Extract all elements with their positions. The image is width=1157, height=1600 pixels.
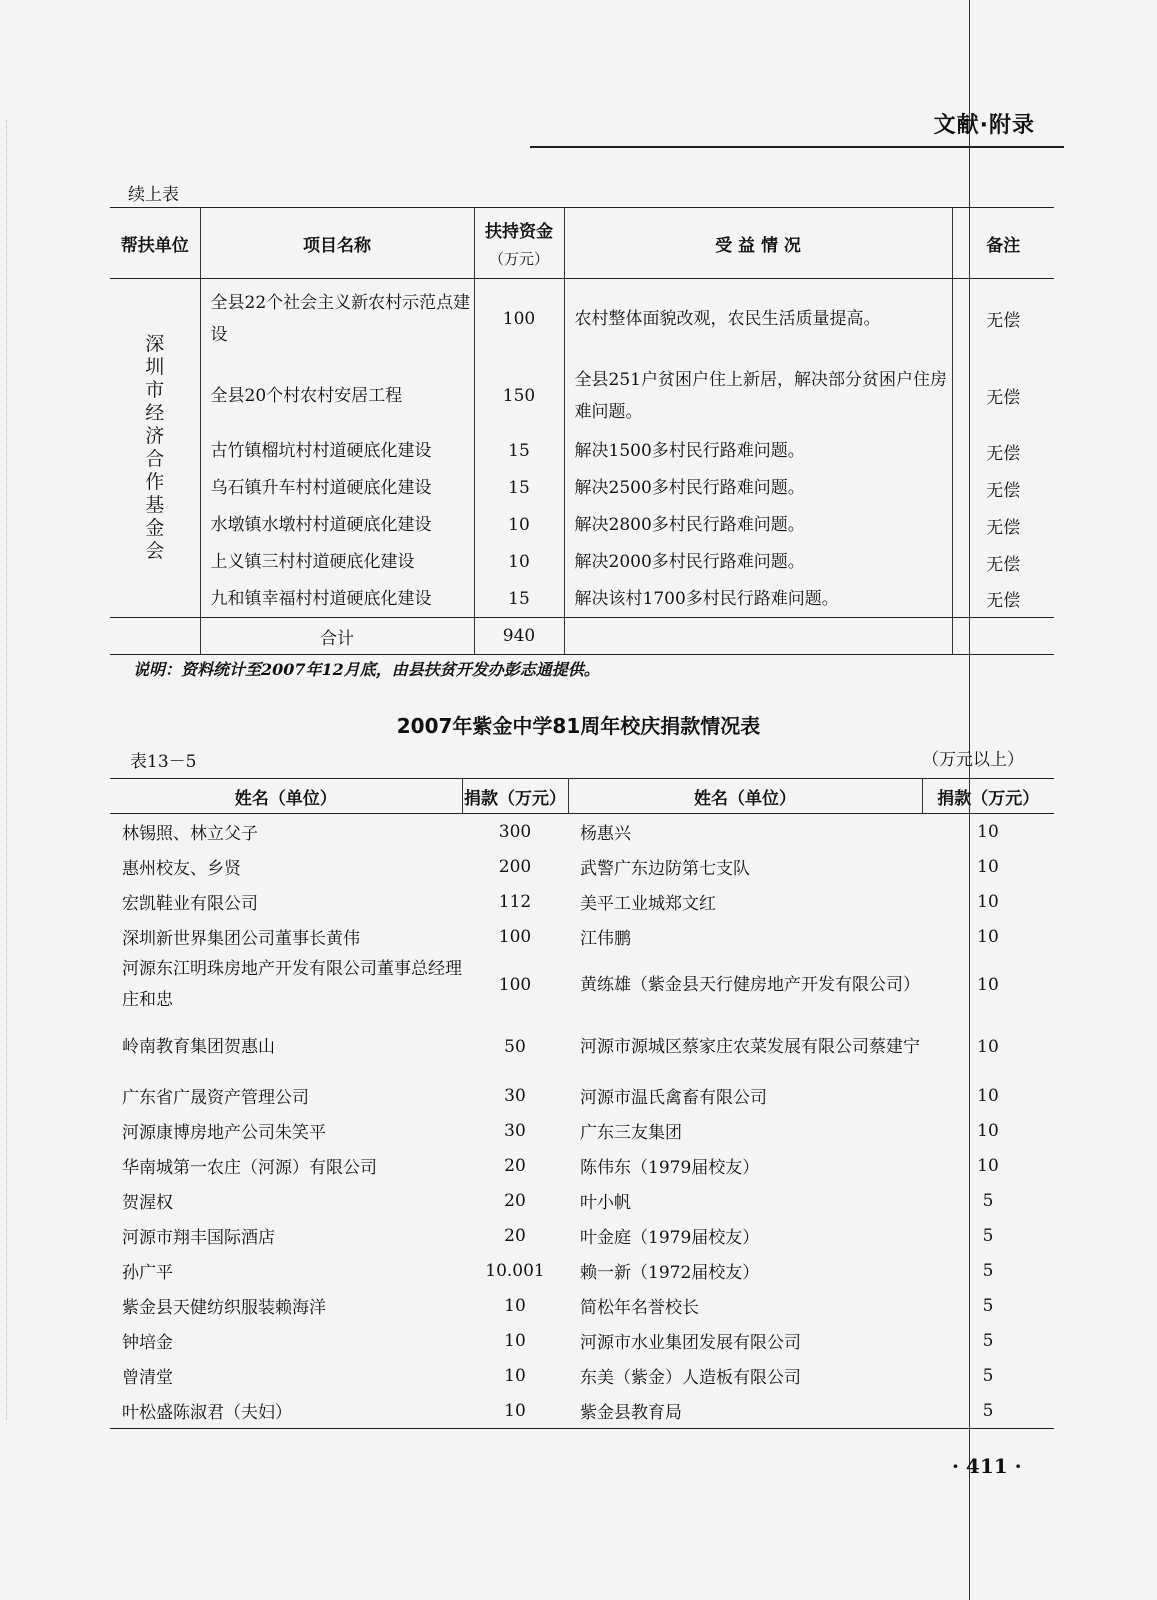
donation-table <box>110 778 1054 1429</box>
header-name-left: 姓名（单位） <box>110 779 462 814</box>
funds-cell: 15 <box>474 581 564 618</box>
donation-amount-left: 10 <box>462 1393 568 1429</box>
benefit-cell: 解决2800多村民行路难问题。 <box>564 507 952 544</box>
funds-cell: 150 <box>474 359 564 433</box>
project-cell: 上义镇三村村道硬底化建设 <box>200 544 474 581</box>
donation-amount-right: 5 <box>982 1260 994 1281</box>
remark-cell: 无偿 <box>952 507 1054 544</box>
header-benefit: 受 益 情 况 <box>564 208 952 279</box>
donation-row <box>110 1323 1054 1358</box>
total-blank <box>952 618 1054 655</box>
donor-name-left: 叶松盛陈淑君（夫妇） <box>110 1393 462 1429</box>
donor-name-right: 美平工业城郑文红 <box>580 894 716 914</box>
donation-amount-left: 50 <box>504 1036 526 1057</box>
donation-amount-left: 20 <box>504 1225 526 1246</box>
donor-name-left: 贺渥权 <box>122 1193 173 1213</box>
donation-amount-left: 112 <box>498 891 532 912</box>
running-header: 文献·附录 <box>933 113 1035 138</box>
remark-cell: 无偿 <box>952 470 1054 507</box>
header-funds <box>474 208 564 279</box>
donation-amount-right: 10 <box>977 891 999 912</box>
donation-row <box>110 814 1054 850</box>
donation-amount-right: 10 <box>977 856 999 877</box>
table1-caption: 续上表 <box>128 185 179 205</box>
donor-name-right: 河源市水业集团发展有限公司 <box>580 1333 801 1353</box>
header-remark: 备注 <box>952 208 1054 279</box>
donation-amount-right: 5 <box>982 1330 994 1351</box>
donation-amount-left: 100 <box>498 974 532 995</box>
donation-amount-right: 10 <box>977 1085 999 1106</box>
header-amount-right: 捐款（万元） <box>922 779 1054 814</box>
benefit-cell: 解决1500多村民行路难问题。 <box>564 433 952 470</box>
remark-cell: 无偿 <box>952 544 1054 581</box>
header-project: 项目名称 <box>200 208 474 279</box>
donation-amount-right: 5 <box>982 1365 994 1386</box>
donation-amount-right: 5 <box>922 1393 1054 1429</box>
benefit-cell: 解决2500多村民行路难问题。 <box>564 470 952 507</box>
donation-row <box>110 954 1054 1016</box>
header-amount-left: 捐款（万元） <box>462 779 568 814</box>
donation-row <box>110 919 1054 954</box>
donor-name-left: 曾清堂 <box>122 1368 173 1388</box>
donation-amount-left: 10 <box>504 1365 526 1386</box>
benefit-cell: 解决该村1700多村民行路难问题。 <box>564 581 952 618</box>
donor-name-right: 赖一新（1972届校友） <box>580 1263 760 1283</box>
donor-name-right: 武警广东边防第七支队 <box>580 859 750 879</box>
funds-cell: 10 <box>474 544 564 581</box>
page-edge-mark <box>6 120 7 1420</box>
donor-name-left: 河源康博房地产公司朱笑平 <box>122 1123 326 1143</box>
donation-amount-right: 10 <box>977 821 999 842</box>
donation-amount-right: 10 <box>977 926 999 947</box>
donor-name-left: 河源市翔丰国际酒店 <box>122 1228 275 1248</box>
donor-name-right: 杨惠兴 <box>580 824 631 844</box>
org-name: 深圳市经济合作基金会 <box>145 333 165 562</box>
donation-amount-right: 10 <box>977 1155 999 1176</box>
donation-amount-left: 20 <box>504 1190 526 1211</box>
benefit-cell: 解决2000多村民行路难问题。 <box>564 544 952 581</box>
header-funds-unit: （万元） <box>488 250 549 268</box>
donation-row <box>110 1358 1054 1393</box>
donation-amount-left: 10.001 <box>485 1260 545 1281</box>
donation-amount-left: 10 <box>504 1330 526 1351</box>
donation-amount-left: 30 <box>504 1085 526 1106</box>
donor-name-left: 宏凯鞋业有限公司 <box>122 894 258 914</box>
remark-cell: 无偿 <box>952 359 1054 433</box>
project-cell: 全县20个村农村安居工程 <box>200 359 474 433</box>
donor-name-left: 岭南教育集团贺惠山 <box>122 1036 275 1057</box>
donation-row <box>110 1183 1054 1218</box>
project-cell: 全县22个社会主义新农村示范点建设 <box>200 279 474 359</box>
donor-name-right: 简松年名誉校长 <box>580 1298 699 1318</box>
donation-row <box>110 1148 1054 1183</box>
donor-name-right: 陈伟东（1979届校友） <box>580 1158 760 1178</box>
table2-unit-note: （万元以上） <box>922 750 1024 770</box>
donation-amount-right: 5 <box>982 1190 994 1211</box>
donation-amount-right: 10 <box>977 1036 999 1057</box>
header-funds-label: 扶持资金 <box>485 222 553 242</box>
funds-cell: 100 <box>474 279 564 359</box>
project-cell: 九和镇幸福村村道硬底化建设 <box>200 581 474 618</box>
header-name-right: 姓名（单位） <box>568 779 922 814</box>
donor-name-left: 孙广平 <box>122 1263 173 1283</box>
funds-cell: 15 <box>474 470 564 507</box>
header-unit: 帮扶单位 <box>110 208 200 279</box>
benefit-cell: 农村整体面貌改观，农民生活质量提高。 <box>564 279 952 359</box>
donor-name-left: 钟培金 <box>122 1333 173 1353</box>
donation-row <box>110 1078 1054 1113</box>
support-projects-table <box>110 207 1054 655</box>
donation-row <box>110 1253 1054 1288</box>
donation-row <box>110 1113 1054 1148</box>
donation-amount-left: 30 <box>504 1120 526 1141</box>
total-value: 940 <box>474 618 564 655</box>
donor-name-right: 河源市源城区蔡家庄农菜发展有限公司蔡建宁 <box>580 1036 920 1057</box>
donation-row <box>110 849 1054 884</box>
donation-amount-right: 5 <box>982 1225 994 1246</box>
donor-name-left: 广东省广晟资产管理公司 <box>122 1088 309 1108</box>
donor-name-right: 黄练雄（紫金县天行健房地产开发有限公司） <box>580 974 920 995</box>
donor-name-left: 河源东江明珠房地产开发有限公司董事总经理庄和忠 <box>122 959 462 1010</box>
donor-name-left: 华南城第一农庄（河源）有限公司 <box>122 1158 377 1178</box>
project-cell: 古竹镇榴坑村村道硬底化建设 <box>200 433 474 470</box>
donor-name-right: 叶金庭（1979届校友） <box>580 1228 760 1248</box>
donation-amount-left: 200 <box>498 856 532 877</box>
donation-amount-left: 100 <box>498 926 532 947</box>
project-cell: 乌石镇升车村村道硬底化建设 <box>200 470 474 507</box>
remark-cell: 无偿 <box>952 433 1054 470</box>
org-cell <box>110 279 200 618</box>
donor-name-right: 东美（紫金）人造板有限公司 <box>580 1368 801 1388</box>
donation-amount-left: 20 <box>504 1155 526 1176</box>
donor-name-right: 紫金县教育局 <box>568 1393 922 1429</box>
donor-name-right: 广东三友集团 <box>580 1123 682 1143</box>
table2-title: 2007年紫金中学81周年校庆捐款情况表 <box>396 714 761 738</box>
donation-rows <box>110 814 1054 1429</box>
funds-cell: 15 <box>474 433 564 470</box>
donor-name-right: 叶小帆 <box>580 1193 631 1213</box>
donation-amount-left: 300 <box>498 821 532 842</box>
remark-cell: 无偿 <box>952 279 1054 359</box>
donation-row <box>110 1218 1054 1253</box>
donor-name-left: 惠州校友、乡贤 <box>122 859 241 879</box>
donation-row <box>110 884 1054 919</box>
donation-amount-right: 10 <box>977 1120 999 1141</box>
total-label: 合计 <box>200 618 474 655</box>
donor-name-left: 林锡照、林立父子 <box>122 824 258 844</box>
page-number: · 411 · <box>952 1454 1022 1478</box>
donation-amount-right: 10 <box>977 974 999 995</box>
donor-name-left: 紫金县天健纺织服装赖海洋 <box>122 1298 326 1318</box>
table2-number: 表13－5 <box>130 752 197 772</box>
donation-row <box>110 1016 1054 1078</box>
total-blank <box>110 618 200 655</box>
donor-name-right: 河源市温氏禽畜有限公司 <box>580 1088 767 1108</box>
donation-row <box>110 1393 1054 1429</box>
donation-row <box>110 1288 1054 1323</box>
remark-cell: 无偿 <box>952 581 1054 618</box>
donor-name-left: 深圳新世界集团公司董事长黄伟 <box>122 929 360 949</box>
table1-note: 说明：资料统计至2007年12月底，由县扶贫开发办彭志通提供。 <box>133 660 600 679</box>
donation-amount-right: 5 <box>982 1295 994 1316</box>
donation-amount-left: 10 <box>504 1295 526 1316</box>
benefit-cell: 全县251户贫困户住上新居，解决部分贫困户住房难问题。 <box>564 359 952 433</box>
donor-name-right: 江伟鹏 <box>580 929 631 949</box>
funds-cell: 10 <box>474 507 564 544</box>
project-cell: 水墩镇水墩村村道硬底化建设 <box>200 507 474 544</box>
header-rule <box>530 146 1064 148</box>
total-blank <box>564 618 952 655</box>
